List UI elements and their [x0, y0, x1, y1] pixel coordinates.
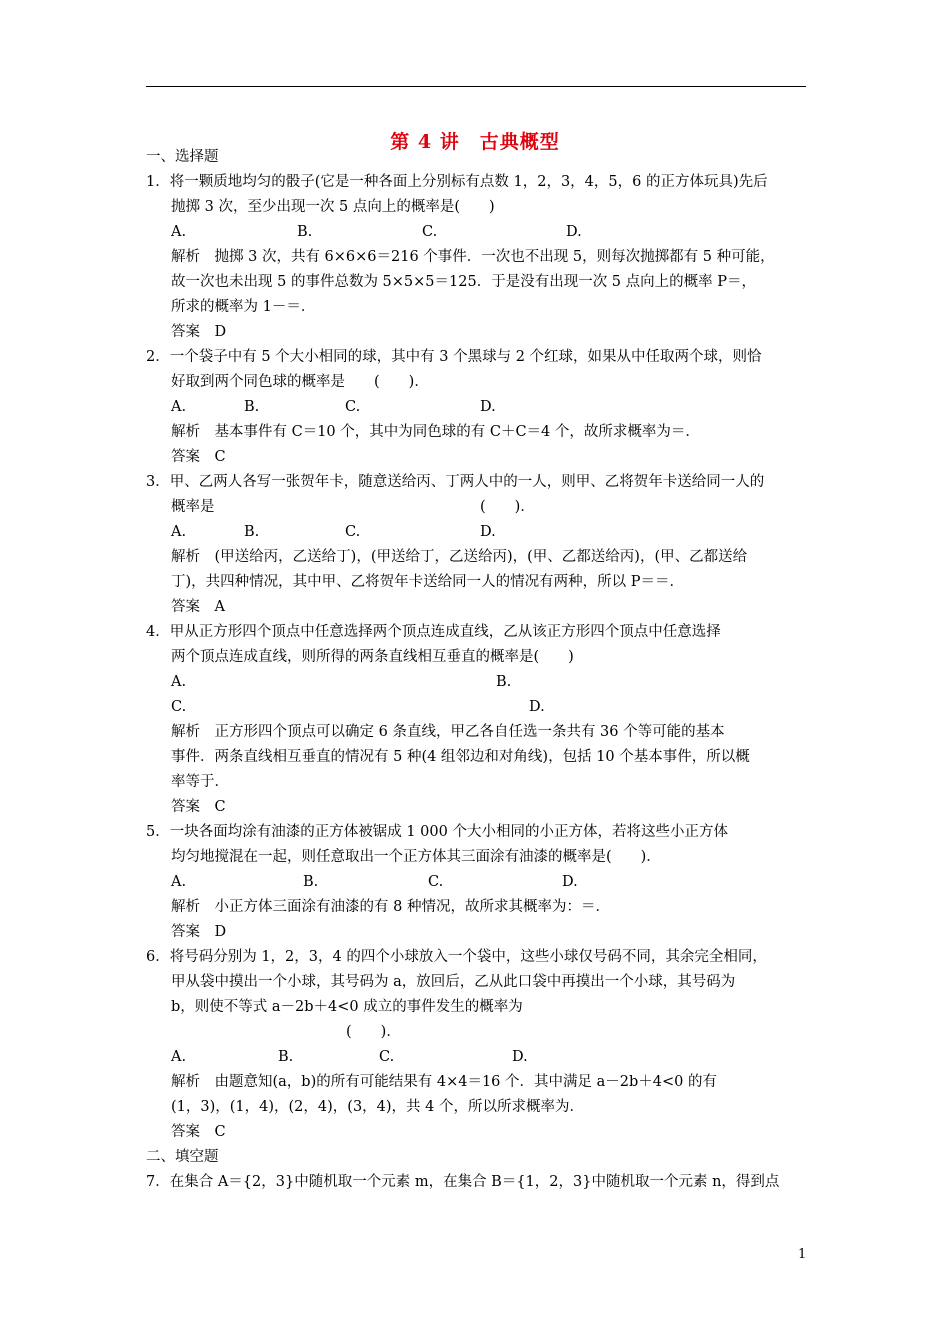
question-6-option-b: B. [278, 1049, 294, 1065]
question-6-option-a: A. [171, 1049, 187, 1065]
header-rule [146, 86, 806, 87]
question-2-option-d: D. [480, 399, 496, 415]
question-3-line-2: 概率是 [171, 499, 215, 515]
question-1-option-a: A. [171, 224, 187, 240]
question-2-option-a: A. [171, 399, 187, 415]
question-2-option-b: B. [244, 399, 260, 415]
question-6-line-1: 6．将号码分别为 1，2，3，4 的四个小球放入一个袋中，这些小球仅号码不同，其余完全相同， [146, 949, 767, 965]
question-7-line-1: 7．在集合 A＝{2，3}中随机取一个元素 m，在集合 B＝{1，2，3}中随机取一个元素 n，得到点 [146, 1174, 780, 1190]
question-2-analysis-1: 解析 基本事件有 C＝10 个，其中为同色球的有 C＋C＝4 个，故所求概率为＝． [171, 424, 700, 440]
question-6-option-c: C. [379, 1049, 395, 1065]
question-5-option-a: A. [171, 874, 187, 890]
question-1-option-d: D. [566, 224, 582, 240]
page-number: 1 [798, 1247, 807, 1262]
question-2-line-1: 2．一个袋子中有 5 个大小相同的球，其中有 3 个黑球与 2 个红球，如果从中任取两个球，则恰 [146, 349, 762, 365]
question-3-analysis-2: 丁)，共四种情况，其中甲、乙将贺年卡送给同一人的情况有两种，所以 P＝＝． [171, 574, 685, 590]
question-4-line-1: 4．甲从正方形四个顶点中任意选择两个顶点连成直线，乙从该正方形四个顶点中任意选择 [146, 624, 721, 640]
question-2-line-2: 好取到两个同色球的概率是 ( )． [171, 374, 429, 390]
question-6-blank: ( )． [346, 1024, 401, 1040]
question-3-option-d: D. [480, 524, 496, 540]
page-title: 第 4 讲 古典概型 [390, 131, 560, 153]
question-5-analysis-1: 解析 小正方体三面涂有油漆的有 8 种情况，故所求其概率为：＝． [171, 899, 610, 915]
question-6-line-2: 甲从袋中摸出一个小球，其号码为 a，放回后，乙从此口袋中再摸出一个小球，其号码为 [171, 974, 736, 990]
question-2-option-c: C. [345, 399, 361, 415]
question-1-option-c: C. [422, 224, 438, 240]
question-4-analysis-1: 解析 正方形四个顶点可以确定 6 条直线，甲乙各自任选一条共有 36 个等可能的基本 [171, 724, 725, 740]
question-3-line-1: 3．甲、乙两人各写一张贺年卡，随意送给丙、丁两人中的一人，则甲、乙将贺年卡送给同一人的 [146, 474, 765, 490]
question-3-option-b: B. [244, 524, 260, 540]
question-3-option-c: C. [345, 524, 361, 540]
question-1-option-b: B. [297, 224, 313, 240]
question-6-answer: 答案 C [171, 1124, 226, 1140]
question-2-answer: 答案 C [171, 449, 226, 465]
question-1-answer: 答案 D [171, 324, 227, 340]
question-1-analysis-3: 所求的概率为 1－＝． [171, 299, 316, 315]
question-4-option-b: B. [496, 674, 512, 690]
question-5-line-2: 均匀地搅混在一起，则任意取出一个正方体其三面涂有油漆的概率是( )． [171, 849, 661, 865]
question-3-analysis-1: 解析 (甲送给丙，乙送给丁)，(甲送给丁，乙送给丙)，(甲、乙都送给丙)，(甲、乙都送给 [171, 549, 748, 565]
question-4-answer: 答案 C [171, 799, 226, 815]
section-heading-choice: 一、选择题 [146, 149, 219, 165]
question-4-line-2: 两个顶点连成直线，则所得的两条直线相互垂直的概率是( ) [171, 649, 574, 665]
question-1-line-1: 1．将一颗质地均匀的骰子(它是一种各面上分别标有点数 1，2，3，4，5，6 的正方体玩具)先后 [146, 174, 768, 190]
question-1-line-2: 抛掷 3 次，至少出现一次 5 点向上的概率是( ) [171, 199, 495, 215]
question-4-analysis-3: 率等于． [171, 774, 229, 790]
question-5-option-c: C. [428, 874, 444, 890]
question-5-option-d: D. [562, 874, 578, 890]
question-4-option-c: C. [171, 699, 187, 715]
question-3-answer: 答案 A [171, 599, 225, 615]
question-5-answer: 答案 D [171, 924, 227, 940]
question-4-option-d: D. [529, 699, 545, 715]
question-6-line-3: b，则使不等式 a－2b＋4<0 成立的事件发生的概率为 [171, 999, 523, 1015]
question-3-blank: ( )． [480, 499, 535, 515]
question-6-option-d: D. [512, 1049, 528, 1065]
question-4-analysis-2: 事件．两条直线相互垂直的情况有 5 种(4 组邻边和对角线)，包括 10 个基本事件，所以概 [171, 749, 750, 765]
section-heading-fill: 二、填空题 [146, 1149, 219, 1165]
question-6-analysis-1: 解析 由题意知(a，b)的所有可能结果有 4×4＝16 个．其中满足 a－2b＋4<0 的有 [171, 1074, 717, 1090]
question-6-analysis-2: (1，3)，(1，4)，(2，4)，(3，4)，共 4 个，所以所求概率为． [171, 1099, 585, 1115]
question-5-line-1: 5．一块各面均涂有油漆的正方体被锯成 1 000 个大小相同的小正方体，若将这些小正方体 [146, 824, 728, 840]
question-1-analysis-2: 故一次也未出现 5 的事件总数为 5×5×5＝125．于是没有出现一次 5 点向上的概率 P＝， [171, 274, 757, 290]
question-5-option-b: B. [303, 874, 319, 890]
question-1-analysis-1: 解析 抛掷 3 次，共有 6×6×6＝216 个事件．一次也不出现 5，则每次抛掷都有 5 种可能， [171, 249, 775, 265]
question-3-option-a: A. [171, 524, 187, 540]
question-4-option-a: A. [171, 674, 187, 690]
